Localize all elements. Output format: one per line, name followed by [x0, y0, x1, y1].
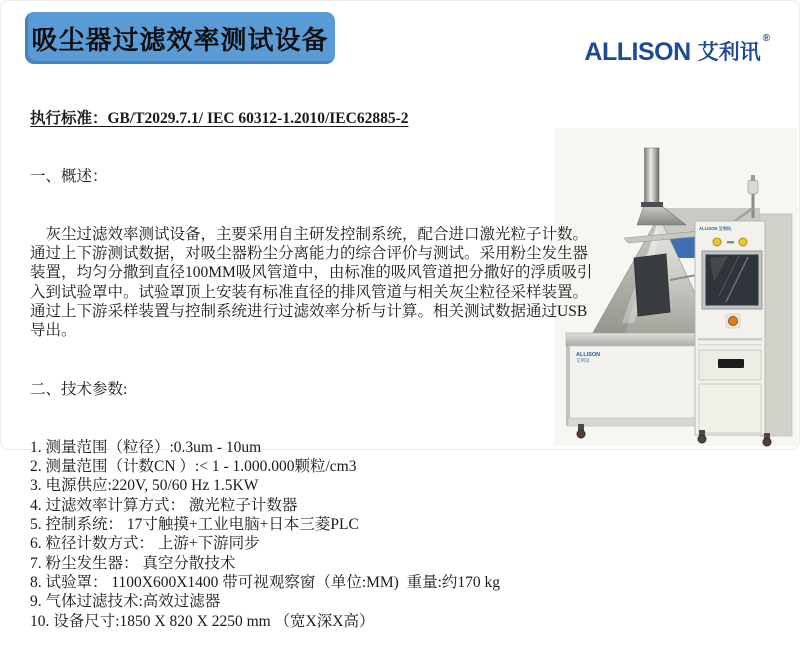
panel-groove — [698, 344, 762, 346]
spec-item: 7. 粉尘发生器： 真空分散技术 — [30, 554, 236, 572]
standard-line: 执行标准：GB/T2029.7.1/ IEC 60312-1.2010/IEC62885-2 — [30, 109, 409, 127]
spec-item: 8. 试验罩： 1100X600X1400 带可视观察窗（单位:MM) 重量:约170 kg — [30, 573, 501, 591]
touchscreen — [702, 251, 762, 309]
overview-line: 灰尘过滤效率测试设备，主要采用自主研发控制系统，配合进口激光粒子计数。 — [30, 225, 589, 243]
overview-line: 通过上下游采样装置与控制系统进行过滤效率分析与计算。相关测试数据通过USB — [30, 303, 588, 321]
indicator-button-left — [713, 238, 721, 246]
logo-text: ALLISON — [584, 38, 691, 66]
specs-list — [30, 438, 636, 631]
caster-wheel — [698, 435, 706, 443]
spec-item: 9. 气体过滤技术:高效过滤器 — [30, 593, 221, 611]
panel-dash — [727, 241, 734, 243]
spec-item: 6. 粒径计数方式： 上游+下游同步 — [30, 535, 260, 553]
specs-heading: 二、技术参数: — [30, 380, 128, 398]
base-brand-label-cn: 艾利讯 — [576, 358, 590, 363]
overview-heading: 一、概述： — [30, 167, 108, 185]
indicator-button-right — [739, 238, 747, 246]
overview-line: 装置，均匀分撒到直径100MM吸风管道中，由标准的吸风管道把分撒好的浮质吸引 — [30, 264, 593, 282]
spec-item: 5. 控制系统： 17寸触摸+工业电脑+日本三菱PLC — [30, 515, 359, 533]
base-brand-label: ALLISON — [576, 352, 601, 358]
overview-paragraph — [30, 225, 636, 341]
spec-item: 2. 测量范围（计数CN ）:< 1 - 1.000.000颗粒/cm3 — [30, 457, 357, 475]
overview-line: 入到试验罩中。试验罩顶上安装有标准直径的排风管道与相关灰尘粒径采样装置。 — [30, 283, 589, 301]
document-body — [30, 70, 636, 650]
logo-text-cn: 艾利讯 — [697, 41, 761, 64]
control-cabinet — [695, 221, 765, 435]
registered-mark-icon: ® — [762, 33, 770, 44]
pipe-flange — [641, 202, 663, 207]
spec-item: 3. 电源供应:220V, 50/60 Hz 1.5KW — [30, 477, 259, 495]
panel-groove — [698, 338, 762, 341]
spec-item: 4. 过滤效率计算方式： 激光粒子计数器 — [30, 496, 298, 514]
keyboard-slot — [718, 359, 744, 368]
overview-line: 通过上下游测试数据，对吸尘器粉尘分离能力的综合评价与测试。采用粉尘发生器 — [30, 245, 589, 263]
exhaust-pipe — [645, 148, 660, 204]
caster-wheel — [763, 438, 771, 446]
spec-item: 10. 设备尺寸:1850 X 820 X 2250 mm （宽X深X高） — [30, 612, 375, 630]
hood-door — [634, 254, 670, 316]
lower-door — [699, 384, 761, 433]
brand-logo — [584, 33, 770, 66]
emergency-stop-button — [729, 317, 738, 326]
panel-brand-label: ALLISON 艾利讯 — [699, 226, 732, 231]
title-box — [25, 12, 335, 64]
spec-item: 1. 测量范围（粒径）:0.3um - 10um — [30, 438, 262, 456]
page-title: 吸尘器过滤效率测试设备 — [31, 24, 329, 55]
overview-line: 导出。 — [30, 322, 77, 340]
